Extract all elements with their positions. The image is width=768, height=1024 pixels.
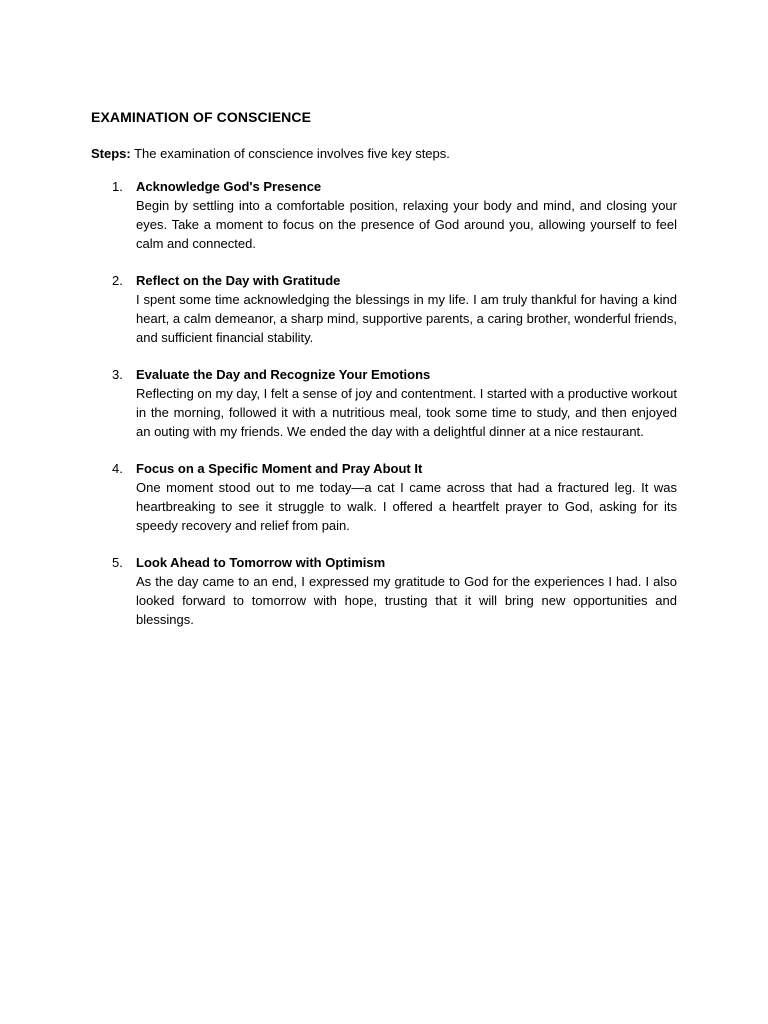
step-heading: Look Ahead to Tomorrow with Optimism bbox=[136, 555, 386, 570]
step-item bbox=[91, 177, 677, 253]
steps-list bbox=[91, 177, 677, 629]
step-number: 2. bbox=[112, 273, 123, 288]
step-heading: Acknowledge God's Presence bbox=[136, 179, 322, 194]
step-item bbox=[91, 365, 677, 441]
step-item bbox=[91, 553, 677, 629]
intro-text: The examination of conscience involves five key steps. bbox=[130, 146, 450, 161]
step-item bbox=[91, 271, 677, 347]
intro-label: Steps: bbox=[91, 146, 131, 161]
step-body: One moment stood out to me today—a cat I came across that had a fractured leg. It was heartbreaking to see it struggle to walk. I offered a heartfelt prayer to God, asking for its speedy recovery and relief from pain. bbox=[136, 480, 677, 533]
step-heading: Evaluate the Day and Recognize Your Emotions bbox=[136, 367, 431, 382]
step-number: 4. bbox=[112, 461, 123, 476]
step-heading: Focus on a Specific Moment and Pray About It bbox=[136, 461, 423, 476]
step-body: Begin by settling into a comfortable position, relaxing your body and mind, and closing your eyes. Take a moment to focus on the presence of God around you, allowing yourself to feel calm and connected. bbox=[136, 198, 677, 251]
step-number: 5. bbox=[112, 555, 123, 570]
step-number: 1. bbox=[112, 179, 123, 194]
step-item bbox=[91, 459, 677, 535]
document-title: EXAMINATION OF CONSCIENCE bbox=[91, 109, 312, 125]
step-heading: Reflect on the Day with Gratitude bbox=[136, 273, 341, 288]
step-body: I spent some time acknowledging the blessings in my life. I am truly thankful for having a kind heart, a calm demeanor, a sharp mind, supportive parents, a caring brother, wonderful friends, and sufficient financial stability. bbox=[136, 292, 677, 345]
step-number: 3. bbox=[112, 367, 123, 382]
step-body: Reflecting on my day, I felt a sense of joy and contentment. I started with a productive workout in the morning, followed it with a nutritious meal, took some time to study, and then enjoyed an outing with my friends. We ended the day with a delightful dinner at a nice restaurant. bbox=[136, 386, 677, 439]
step-body: As the day came to an end, I expressed my gratitude to God for the experiences I had. I also looked forward to tomorrow with hope, trusting that it will bring new opportunities and blessings. bbox=[136, 574, 677, 627]
intro-paragraph bbox=[91, 144, 677, 163]
